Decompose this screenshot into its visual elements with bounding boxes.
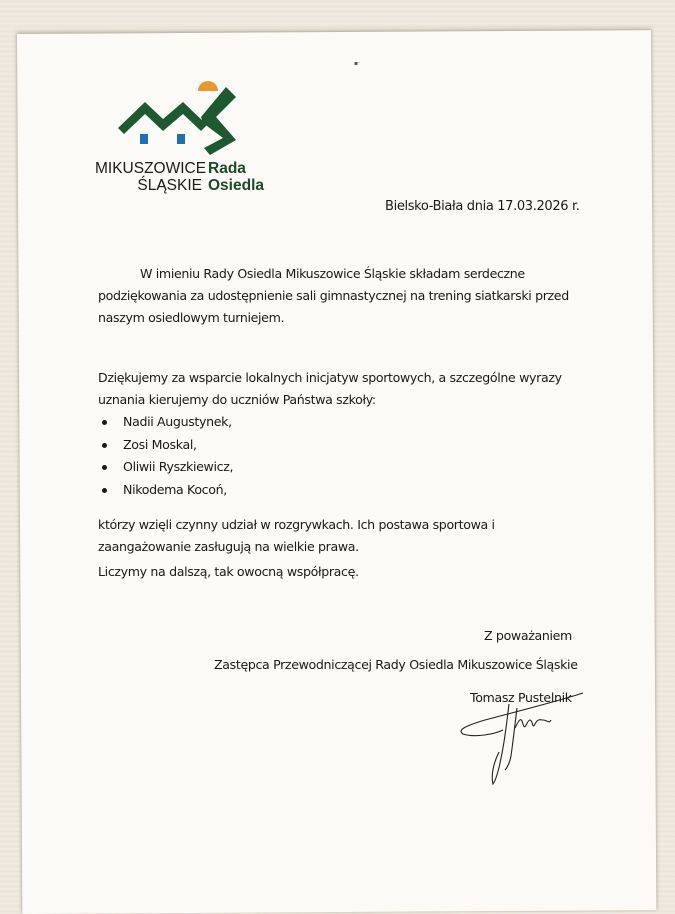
logo-text-osiedla: Osiedla	[208, 177, 264, 194]
signer-name: Tomasz Pustelnik	[470, 690, 572, 705]
paragraph-participation	[98, 514, 495, 558]
bullet-icon	[102, 465, 107, 470]
student-name: Nikodema Kocoń,	[123, 481, 227, 497]
paragraph-line: naszym osiedlowym turniejem.	[98, 310, 285, 325]
handwritten-signature-icon	[455, 690, 595, 790]
paper-speck: ▪·	[354, 60, 360, 67]
paragraph-line: którzy wzięli czynny udział w rozgrywkach. Ich postawa sportowa i	[98, 517, 495, 532]
paragraph-line: Dziękujemy za wsparcie lokalnych inicjatyw sportowych, a szczególne wyrazy	[98, 370, 562, 385]
student-name: Oliwii Ryszkiewicz,	[123, 459, 234, 474]
paragraph-cooperation: Liczymy na dalszą, tak owocną współpracę.	[98, 564, 359, 579]
window-left-icon	[140, 134, 148, 144]
list-item	[98, 482, 233, 505]
bullet-icon	[102, 420, 107, 425]
logo-text-slaskie: ŚLĄSKIE	[137, 177, 202, 194]
logo-text-mikuszowice: MIKUSZOWICE	[95, 160, 207, 177]
paragraph-line: uznania kierujemy do uczniów Państwa szkoły:	[98, 392, 376, 407]
paragraph-thanks	[98, 263, 569, 329]
paragraph-line: W imieniu Rady Osiedla Mikuszowice Śląskie składam serdeczne	[140, 266, 525, 281]
list-item	[98, 437, 233, 460]
paragraph-line: podziękowania za udostępnienie sali gimnastycznej na trening siatkarski przed	[98, 288, 569, 303]
closing-salutation: Z poważaniem	[484, 628, 572, 643]
window-right-icon	[177, 134, 185, 144]
roof-m-shape	[118, 102, 207, 134]
list-item	[98, 414, 233, 437]
paragraph-line: zaangażowanie zasługują na wielkie prawa.	[98, 539, 359, 554]
ms-logo-icon	[115, 75, 265, 160]
signer-role: Zastępca Przewodniczącej Rady Osiedla Mikuszowice Śląskie	[214, 657, 578, 672]
student-name: Zosi Moskal,	[123, 436, 197, 452]
logo-text-rada: Rada	[208, 160, 246, 177]
student-name: Nadii Augustynek,	[123, 414, 232, 429]
bullet-icon	[102, 488, 107, 493]
paragraph-support	[98, 367, 562, 411]
student-list	[98, 414, 233, 504]
place-and-date: Bielsko-Biała dnia 17.03.2026 r.	[385, 199, 580, 214]
letterhead-logo	[95, 75, 265, 200]
list-item	[98, 459, 233, 482]
bullet-icon	[102, 443, 107, 448]
